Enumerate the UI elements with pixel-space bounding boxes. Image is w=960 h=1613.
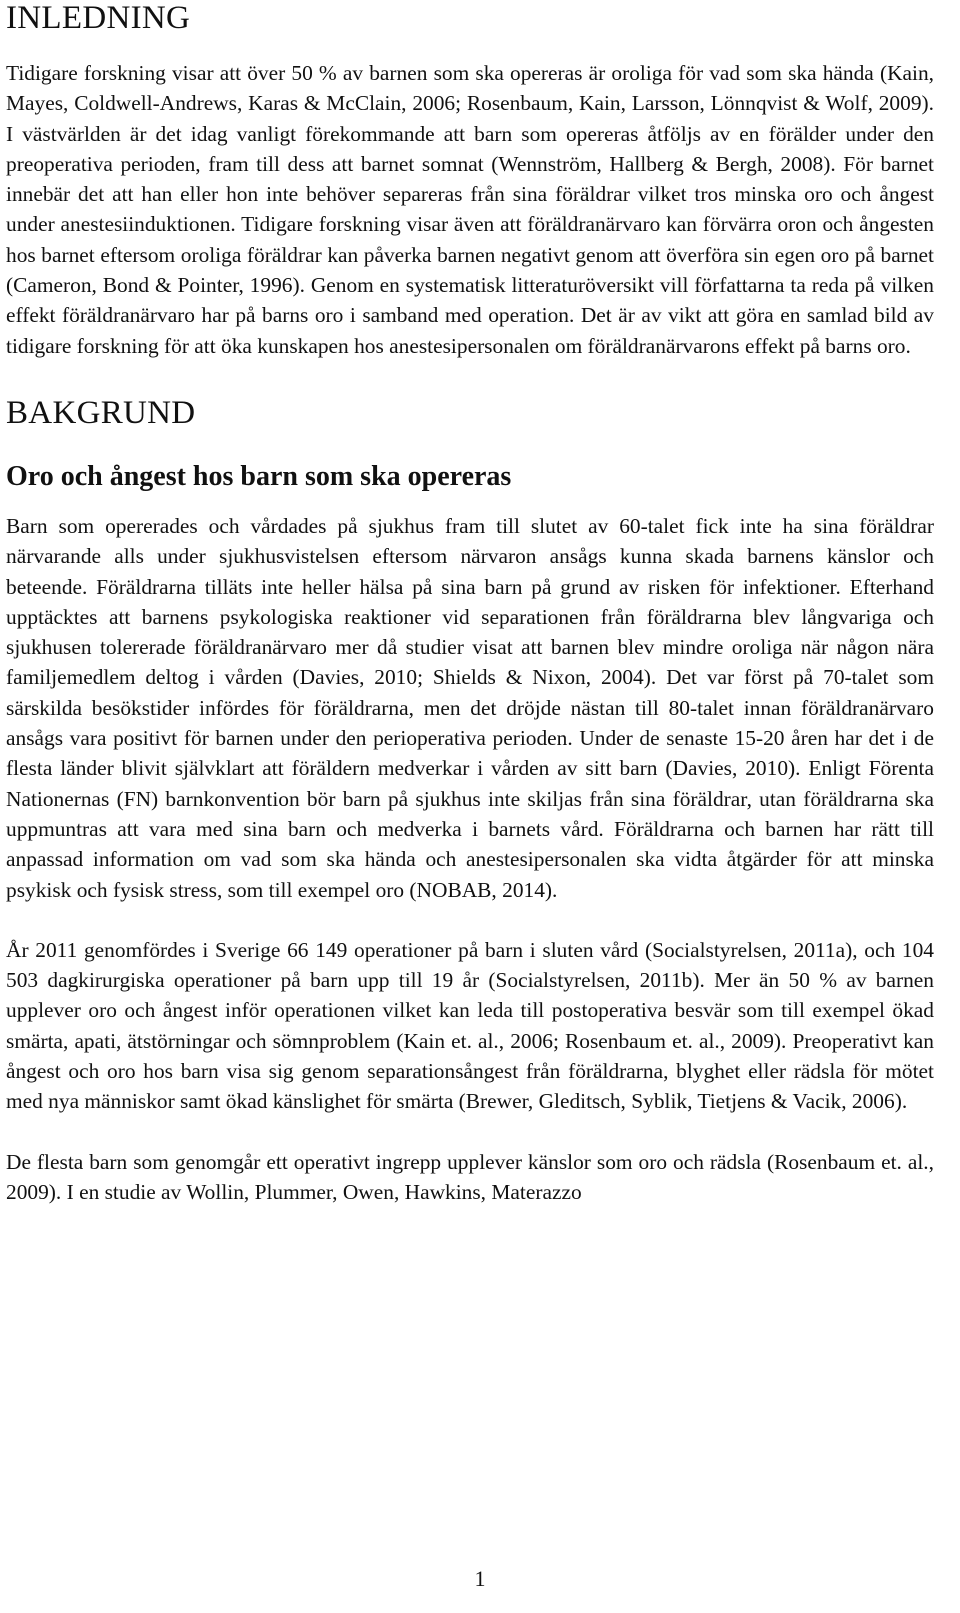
background-paragraph: År 2011 genomfördes i Sverige 66 149 operationer på barn i sluten vård (Socialstyrelsen, 2011a), och 104 503 dagkirurgiska operationer på barn upp till 19 år (Socialstyrelsen, 2011b). Mer än 50 % av barnen upplever oro och ångest inför operationen vilket kan leda till postoperativa besvär som till exempel ökad smärta, apati, ätstörningar och sömnproblem (Kain et. al., 2006; Rosenbaum et. al., 2009). Preoperativt kan ångest och oro hos barn visa sig genom separationsångest från föräldrarna, blyghet eller rädsla för mötet med nya människor samt ökad känslighet för smärta (Brewer, Gleditsch, Syblik, Tietjens & Vacik, 2006). [6,937,934,1114]
page-number: 1 [474,1566,486,1591]
section-heading-bakgrund: BAKGRUND [6,394,196,431]
background-paragraph: De flesta barn som genomgår ett operativt ingrepp upplever känslor som oro och rädsla (Rosenbaum et. al., 2009). I en studie av Wollin, Plummer, Owen, Hawkins, Materazzo [6,1149,934,1204]
intro-paragraph: Tidigare forskning visar att över 50 % av barnen som ska opereras är oroliga för vad som ska hända (Kain, Mayes, Coldwell-Andrews, Karas & McClain, 2006; Rosenbaum, Kain, Larsson, Lönnqvist & Wolf, 2009). I västvärlden är det idag vanligt förekommande att barn som opereras åtföljs av en förälder under den preoperativa perioden, fram till dess att barnet somnat (Wennström, Hallberg & Bergh, 2008). För barnet innebär det att han eller hon inte behöver separeras från sina föräldrar vilket tros minska oro och ångest under anestesiinduktionen. Tidigare forskning visar även att föräldranärvaro kan förvärra oron och ångesten hos barnet eftersom oroliga föräldrar kan påverka barnen negativt genom att överföra sin egen oro på barnet (Cameron, Bond & Pointer, 1996). Genom en systematisk litteraturöversikt vill författarna ta reda på vilken effekt föräldranärvaro har på barns oro i samband med operation. Det är av vikt att göra en samlad bild av tidigare forskning för att öka kunskapen hos anestesipersonalen om föräldranärvarons effekt på barns oro. [6,61,934,358]
subsection-heading-oro: Oro och ångest hos barn som ska opereras [6,460,512,492]
document-content [6,0,934,1207]
section-heading-inledning: INLEDNING [6,0,191,36]
background-paragraph: Barn som opererades och vårdades på sjukhus fram till slutet av 60-talet fick inte ha sina föräldrar närvarande alls under sjukhusvistelsen eftersom närvaron ansågs kunna skada barnens känslor och beteende. Föräldrarna tilläts inte heller hälsa på sina barn på grund av risken för infektioner. Efterhand upptäcktes att barnens psykologiska reaktioner vid separationen från föräldrarna blev långvariga och sjukhusen tolererade föräldranärvaro mer då studier visat att barnen blev mindre oroliga när någon nära familjemedlem deltog i vården (Davies, 2010; Shields & Nixon, 2004). Det var först på 70-talet som särskilda besökstider infördes för föräldrarna, men det dröjde nästan till 80-talet innan föräldranärvaro ansågs vara positivt för barnen under den perioperativa perioden. Under de senaste 15-20 åren har det i de flesta länder blivit självklart att föräldern medverkar i vården av sitt barn (Davies, 2010). Enligt Förenta Nationernas (FN) barnkonvention bör barn på sjukhus inte skiljas från sina föräldrar, utan föräldrarna ska uppmuntras att vara med sina barn och medverka i barnets vård. Föräldrarna och barnen har rätt till anpassad information om vad som ska hända och anestesipersonalen ska vidta åtgärder för att minska psykisk och fysisk stress, som till exempel oro (NOBAB, 2014). [6,513,934,902]
